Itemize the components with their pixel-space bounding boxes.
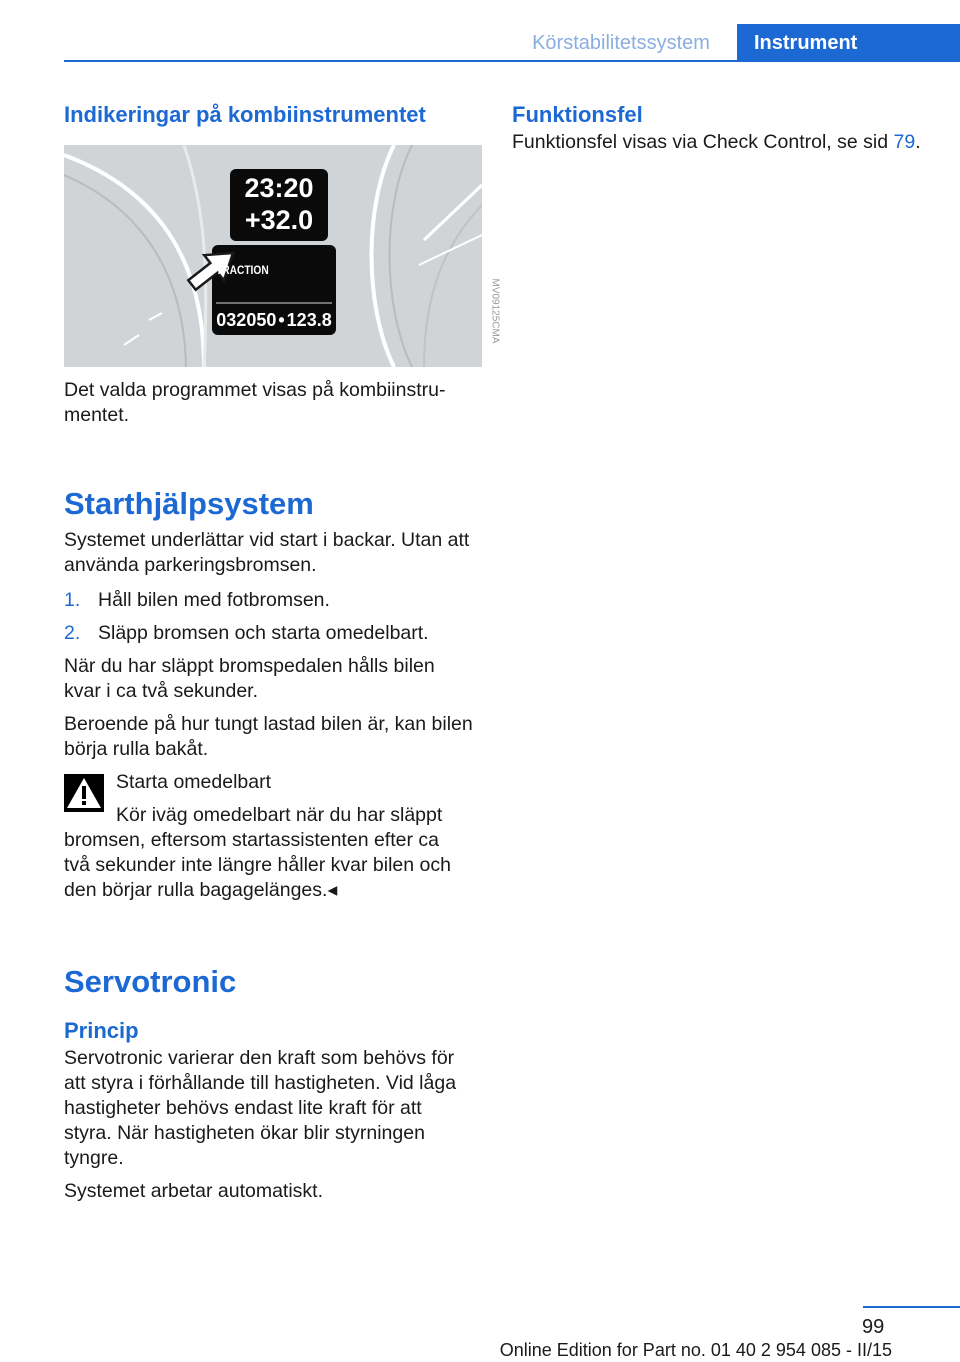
- fault-heading: Funktionsfel: [512, 102, 643, 127]
- warning-text: Kör iväg omedelbart när du har släppt bromsen, eftersom startassistenten efter ca två sekunder inte längre håller kvar bilen och den börjar rulla bagagelänges.◂: [64, 804, 451, 901]
- warning-title: Starta omedelbart: [116, 771, 272, 793]
- principle-heading: Princip: [64, 1018, 139, 1043]
- automatic-text: Systemet arbetar automatiskt.: [64, 1180, 324, 1202]
- list-item-number: 1.: [64, 589, 81, 611]
- footer-rule: [863, 1306, 960, 1308]
- list-item: [64, 621, 482, 646]
- indicator-text: Det valda programmet visas på kombiinstru-mentet.: [64, 379, 446, 426]
- header-rule: [64, 60, 960, 62]
- header-chapter-tab[interactable]: Instrument: [737, 24, 960, 62]
- list-item-number: 2.: [64, 622, 81, 644]
- warning-icon: [64, 774, 104, 812]
- cluster-odometer: 032050: [216, 310, 277, 330]
- cluster-temperature: +32.0: [244, 205, 314, 235]
- principle-text: Servotronic varierar den kraft som behövs för att styra i förhållande till hastigheten. Vid låga hastigheter behövs endast lite kraft för att styra. När hastigheten ökar blir styrningen tyngre.: [64, 1047, 457, 1169]
- hold-paragraph: När du har släppt bromspedalen hålls bilen kvar i ca två sekunder.: [64, 655, 435, 702]
- cluster-odometer-row: [210, 309, 338, 331]
- start-assist-intro: Systemet underlättar vid start i backar. Utan att använda parkeringsbromsen.: [64, 529, 470, 576]
- list-item-text: Håll bilen med fotbromsen.: [98, 589, 330, 611]
- header-section-title: Körstabilitetssystem: [532, 32, 710, 54]
- page-reference-link[interactable]: 79: [893, 131, 916, 153]
- figure-code: MV09125CMA: [489, 278, 501, 344]
- start-assist-steps: [64, 588, 482, 646]
- start-assist-heading: Starthjälpsystem: [64, 486, 314, 521]
- cluster-trip: 123.8: [286, 310, 332, 330]
- fault-text: Funktionsfel visas via Check Control, se sid 79.: [512, 131, 921, 153]
- warning-box: [64, 770, 482, 903]
- list-item-text: Släpp bromsen och starta omedelbart.: [98, 622, 429, 644]
- servotronic-heading: Servotronic: [64, 964, 237, 999]
- indicator-heading: Indikeringar på kombiinstrumentet: [64, 102, 426, 127]
- page-number: 99: [862, 1316, 885, 1338]
- cluster-status-traction: TRACTION: [216, 263, 269, 277]
- cluster-clock: 23:20: [244, 173, 314, 203]
- roll-paragraph: Beroende på hur tungt lastad bilen är, kan bilen börja rulla bakåt.: [64, 713, 473, 760]
- cluster-separator-dot: •: [278, 310, 285, 330]
- list-item: [64, 588, 482, 613]
- edition-line: Online Edition for Part no. 01 40 2 954 085 - II/15: [499, 1340, 892, 1360]
- instrument-cluster-figure: [64, 145, 482, 367]
